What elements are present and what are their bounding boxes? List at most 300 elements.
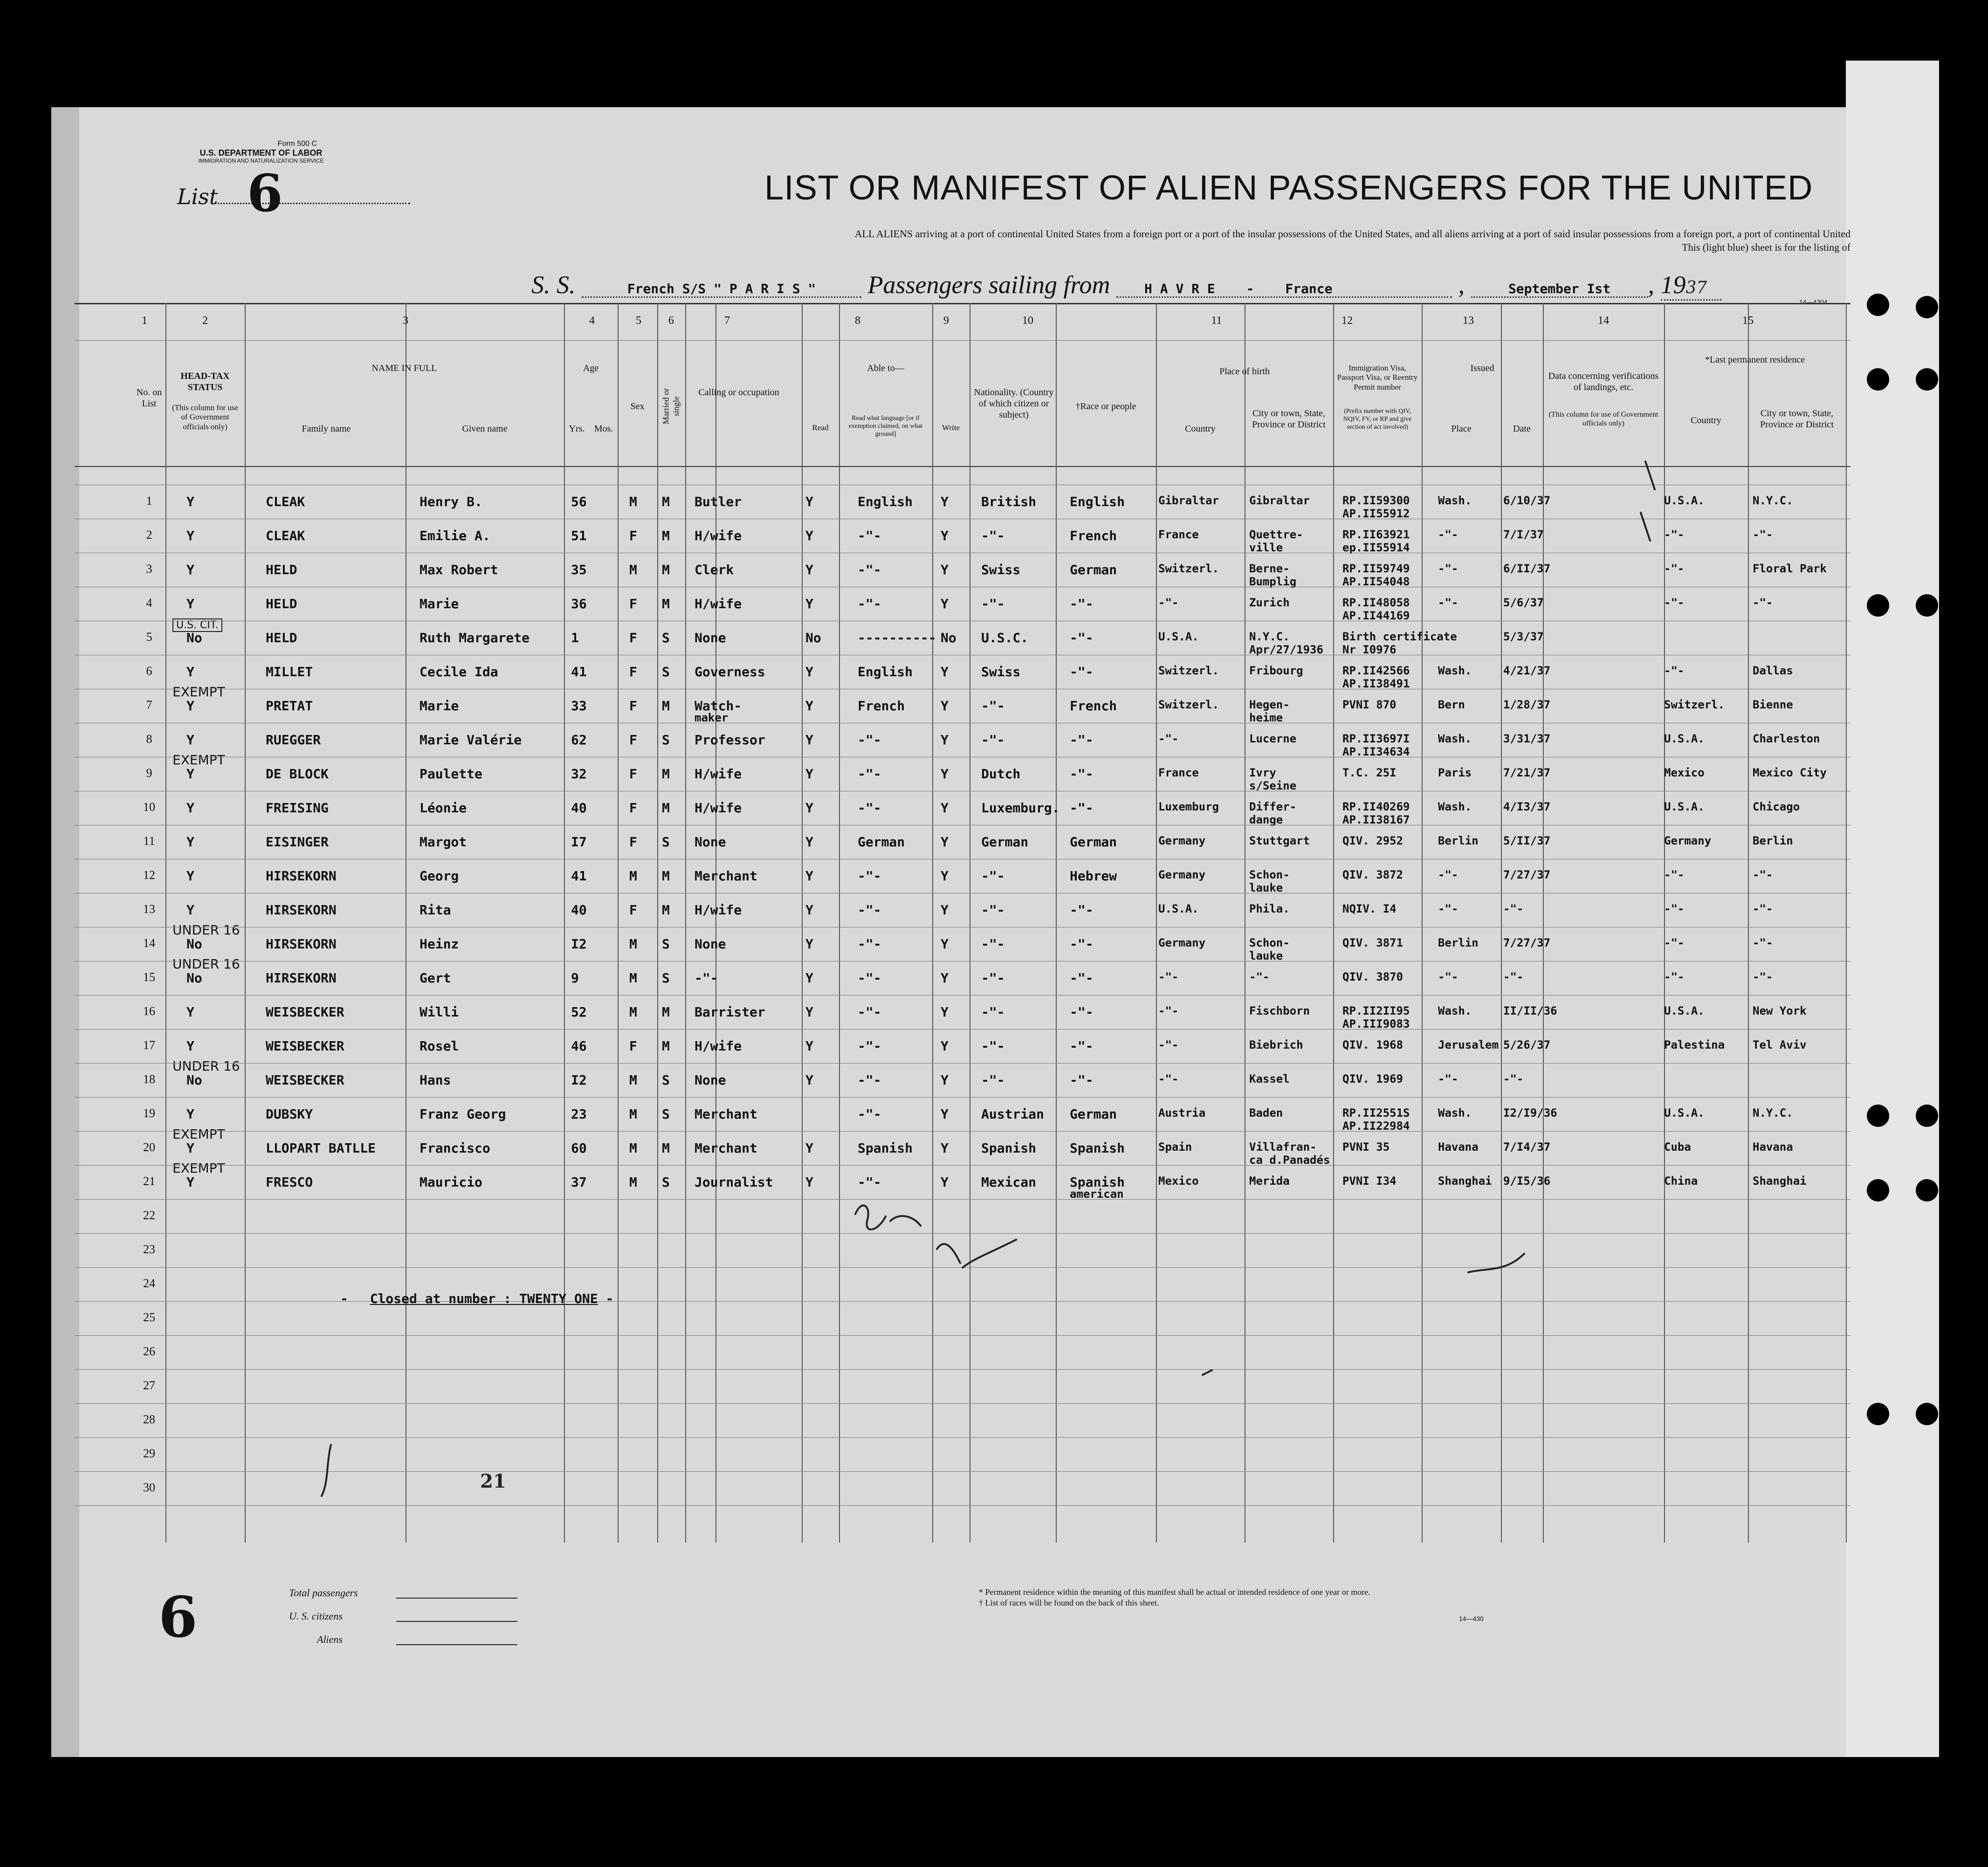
sailing-date: September Ist bbox=[1471, 281, 1648, 298]
status-stamp bbox=[172, 956, 240, 972]
cell-city2: lauke bbox=[1249, 949, 1283, 962]
cell-ms: M bbox=[662, 494, 670, 509]
col-number-rule bbox=[75, 340, 1850, 341]
cell-date: 7/27/37 bbox=[1503, 936, 1551, 949]
stamp-text: EXEMPT bbox=[172, 1160, 225, 1176]
cell-nat: -"- bbox=[981, 732, 1005, 748]
cell-date: -"- bbox=[1503, 902, 1524, 915]
cell-rcity: -"- bbox=[1753, 596, 1773, 609]
cell-read: Y bbox=[805, 528, 813, 543]
port-country: France bbox=[1285, 281, 1333, 296]
cell-given: Georg bbox=[420, 868, 459, 884]
cell-given: Emilie A. bbox=[420, 528, 490, 543]
col-number: 6 bbox=[668, 315, 674, 327]
cell-date: 3/31/37 bbox=[1503, 732, 1551, 745]
cell-tax: Y bbox=[186, 1038, 194, 1054]
row-rule bbox=[75, 1097, 1850, 1098]
col-number: 7 bbox=[724, 315, 730, 327]
stamp-text: EXEMPT bbox=[172, 752, 225, 768]
cell-tax: Y bbox=[186, 1004, 194, 1020]
cell-place: Wash. bbox=[1438, 1106, 1472, 1119]
cell-rcity: -"- bbox=[1753, 868, 1773, 881]
form-number: Form 500 C bbox=[277, 140, 317, 148]
cell-tax: Y bbox=[186, 494, 194, 509]
hdr-name-in-full: NAME IN FULL bbox=[371, 363, 437, 373]
cell-rcountry: U.S.A. bbox=[1664, 732, 1705, 745]
hdr-place-of-birth: Place of birth bbox=[1219, 366, 1270, 377]
cell-visa: QIV. 2952 bbox=[1342, 834, 1403, 847]
cell-sex: F bbox=[629, 664, 637, 680]
cell-tax: No bbox=[186, 630, 202, 645]
cell-tax: Y bbox=[186, 562, 194, 577]
list-number: 6 bbox=[247, 163, 283, 223]
cell-rcity: Mexico City bbox=[1753, 766, 1827, 779]
cell-lang: -"- bbox=[858, 1174, 881, 1190]
col-number: 13 bbox=[1463, 315, 1474, 327]
total-passengers-line bbox=[396, 1598, 517, 1599]
cell-read: Y bbox=[805, 936, 813, 952]
cell-rcountry: Mexico bbox=[1664, 766, 1705, 779]
cell-calling: None bbox=[695, 630, 726, 645]
cell-yrs: 36 bbox=[571, 596, 587, 611]
cell-visa2: AP.II22984 bbox=[1342, 1119, 1410, 1133]
cell-place: Wash. bbox=[1438, 1004, 1472, 1017]
cell-read: Y bbox=[805, 868, 813, 884]
cell-nat: -"- bbox=[981, 902, 1005, 918]
cell-family: HELD bbox=[266, 562, 297, 577]
cell-nat: Swiss bbox=[981, 664, 1021, 680]
cell-city: Schon- bbox=[1249, 868, 1290, 881]
cell-tax: Y bbox=[186, 732, 194, 748]
cell-tax: Y bbox=[186, 1174, 194, 1190]
cell-rcity: Chicago bbox=[1753, 800, 1800, 813]
cell-city: Villafran- bbox=[1249, 1140, 1317, 1153]
row-number: 22 bbox=[143, 1208, 155, 1222]
cell-rcountry: -"- bbox=[1664, 664, 1685, 677]
cell-place: Wash. bbox=[1438, 494, 1472, 507]
row-rule bbox=[75, 1233, 1850, 1234]
status-stamp bbox=[172, 752, 225, 768]
cell-visa: PVNI 870 bbox=[1342, 698, 1396, 711]
cell-write: Y bbox=[941, 1140, 949, 1156]
cell-nat: Dutch bbox=[981, 766, 1021, 782]
cell-country: -"- bbox=[1158, 732, 1179, 745]
us-citizens-line bbox=[396, 1621, 517, 1622]
cell-visa2: AP.II54048 bbox=[1342, 575, 1410, 588]
cell-ms: S bbox=[662, 936, 670, 952]
cell-visa: QIV. 3871 bbox=[1342, 936, 1403, 949]
cell-sex: M bbox=[629, 1174, 637, 1190]
cell-write: Y bbox=[941, 562, 949, 577]
year-field bbox=[1661, 270, 1721, 301]
col-number: 12 bbox=[1341, 315, 1353, 327]
cell-place: Shanghai bbox=[1438, 1174, 1492, 1187]
form-code-bottom: 14—430 bbox=[1459, 1615, 1484, 1622]
cell-ms: S bbox=[662, 1106, 670, 1122]
cell-given: Margot bbox=[420, 834, 467, 850]
cell-calling: Barrister bbox=[695, 1004, 765, 1020]
cell-visa: NQIV. I4 bbox=[1342, 902, 1396, 915]
row-rule bbox=[75, 1029, 1850, 1030]
cell-lang: French bbox=[858, 698, 905, 714]
cell-sex: M bbox=[629, 970, 637, 986]
stamp-text: UNDER 16 bbox=[172, 1058, 240, 1074]
hdr-visa: Immigration Visa, Passport Visa, or Reentry Permit number bbox=[1337, 364, 1418, 391]
col-number: 4 bbox=[589, 315, 595, 327]
cell-write: Y bbox=[941, 664, 949, 680]
cell-read: Y bbox=[805, 902, 813, 918]
cell-read: No bbox=[805, 630, 821, 645]
cell-family: MILLET bbox=[266, 664, 313, 680]
cell-given: Marie bbox=[420, 596, 459, 611]
cell-ms: M bbox=[662, 1004, 670, 1020]
cell-read: Y bbox=[805, 1004, 813, 1020]
cell-write: Y bbox=[941, 1038, 949, 1054]
cell-given: Heinz bbox=[420, 936, 459, 952]
cell-city: Biebrich bbox=[1249, 1038, 1303, 1051]
col-divider bbox=[839, 303, 840, 1543]
hdr-married: Married or single bbox=[661, 388, 681, 425]
cell-place: -"- bbox=[1438, 970, 1458, 983]
cell-nat: -"- bbox=[981, 528, 1005, 543]
cell-rcity: Charleston bbox=[1753, 732, 1820, 745]
row-number: 18 bbox=[143, 1072, 155, 1086]
subtitle bbox=[433, 227, 1850, 254]
cell-lang: -"- bbox=[858, 936, 881, 952]
cell-tax: Y bbox=[186, 1106, 194, 1122]
cell-place: Bern bbox=[1438, 698, 1465, 711]
comma-2: , bbox=[1648, 271, 1655, 299]
cell-rcountry: U.S.A. bbox=[1664, 1106, 1705, 1119]
col-number: 11 bbox=[1211, 315, 1222, 327]
tally-number: 21 bbox=[480, 1470, 506, 1492]
cell-date: 9/I5/36 bbox=[1503, 1174, 1551, 1187]
row-rule bbox=[75, 1403, 1850, 1404]
cell-race: -"- bbox=[1070, 630, 1094, 645]
cell-place: Wash. bbox=[1438, 800, 1472, 813]
col-number: 14 bbox=[1598, 315, 1609, 327]
list-label: List bbox=[177, 184, 218, 209]
cell-city: N.Y.C. bbox=[1249, 630, 1290, 643]
cell-family: HIRSEKORN bbox=[266, 936, 337, 952]
cell-country: -"- bbox=[1158, 1004, 1179, 1017]
cell-place: -"- bbox=[1438, 902, 1458, 915]
row-rule bbox=[75, 1437, 1850, 1438]
footer-list-number: 6 bbox=[158, 1585, 198, 1650]
cell-city: Phila. bbox=[1249, 902, 1290, 915]
cell-ms: S bbox=[662, 970, 670, 986]
cell-yrs: 1 bbox=[571, 630, 579, 645]
cell-date: 6/II/37 bbox=[1503, 562, 1551, 575]
cell-family: CLEAK bbox=[266, 528, 305, 543]
cell-write: Y bbox=[941, 766, 949, 782]
cell-calling: None bbox=[695, 1072, 726, 1088]
row-number: 21 bbox=[143, 1174, 155, 1188]
cell-given: Rosel bbox=[420, 1038, 459, 1054]
cell-visa: QIV. 1969 bbox=[1342, 1072, 1403, 1085]
row-number: 8 bbox=[146, 732, 152, 746]
row-rule bbox=[75, 1267, 1850, 1268]
cell-place: Wash. bbox=[1438, 732, 1472, 745]
cell-yrs: 62 bbox=[571, 732, 587, 748]
cell-nat: U.S.C. bbox=[981, 630, 1029, 645]
cell-visa: RP.II2II95 bbox=[1342, 1004, 1410, 1017]
cell-rcity: -"- bbox=[1753, 936, 1773, 949]
cell-family: EISINGER bbox=[266, 834, 329, 850]
stamp-text: EXEMPT bbox=[172, 1126, 225, 1142]
hdr-birth-country: Country bbox=[1185, 424, 1216, 434]
cell-place: -"- bbox=[1438, 528, 1458, 541]
cell-date: -"- bbox=[1503, 1072, 1524, 1085]
row-number: 7 bbox=[146, 698, 152, 712]
cell-rcity: -"- bbox=[1753, 902, 1773, 915]
cell-visa: QIV. 3870 bbox=[1342, 970, 1403, 983]
closed-note bbox=[340, 1291, 613, 1306]
cell-family: HELD bbox=[266, 596, 297, 611]
cell-visa2: AP.II55912 bbox=[1342, 507, 1410, 520]
cell-city2: dange bbox=[1249, 813, 1283, 826]
col-divider bbox=[1501, 303, 1502, 1543]
cell-race: German bbox=[1070, 1106, 1117, 1122]
cell-rcountry: U.S.A. bbox=[1664, 800, 1705, 813]
cell-yrs: 9 bbox=[571, 970, 579, 986]
cell-lang: -"- bbox=[858, 528, 881, 543]
cell-family: WEISBECKER bbox=[266, 1004, 344, 1020]
cell-calling: Merchant bbox=[695, 1140, 757, 1156]
cell-rcountry: Switzerl. bbox=[1664, 698, 1725, 711]
cell-lang: English bbox=[858, 664, 913, 680]
cell-yrs: 46 bbox=[571, 1038, 587, 1054]
cell-visa2: AP.II44169 bbox=[1342, 609, 1410, 622]
cell-write: No bbox=[941, 630, 956, 645]
cell-rcity: Havana bbox=[1753, 1140, 1793, 1153]
cell-given: Francisco bbox=[420, 1140, 490, 1156]
punch-hole bbox=[1916, 296, 1938, 318]
row-rule bbox=[75, 1471, 1850, 1472]
cell-race: -"- bbox=[1070, 766, 1094, 782]
row-number: 14 bbox=[143, 936, 155, 950]
cell-nat: -"- bbox=[981, 936, 1005, 952]
cell-calling: Merchant bbox=[695, 868, 757, 884]
cell-write: Y bbox=[941, 494, 949, 509]
footnote-residence: * Permanent residence within the meaning of this manifest shall be actual or intended residence of one year or more. bbox=[979, 1587, 1370, 1597]
row-number: 27 bbox=[143, 1379, 155, 1392]
cell-race2: american bbox=[1070, 1187, 1124, 1201]
cell-yrs: I2 bbox=[571, 1072, 587, 1088]
cell-given: Cecile Ida bbox=[420, 664, 498, 680]
cell-ms: S bbox=[662, 732, 670, 748]
cell-given: Willi bbox=[420, 1004, 459, 1020]
cell-rcity: -"- bbox=[1753, 528, 1773, 541]
hdr-mos: Mos. bbox=[594, 424, 613, 434]
punch-hole bbox=[1867, 594, 1889, 617]
col-number: 9 bbox=[943, 315, 949, 327]
cell-date: 7/I4/37 bbox=[1503, 1140, 1551, 1153]
cell-visa: RP.II48058 bbox=[1342, 596, 1410, 609]
stamp-text: U.S. CIT. bbox=[172, 618, 222, 632]
cell-sex: F bbox=[629, 902, 637, 918]
cell-calling: H/wife bbox=[695, 800, 742, 816]
cell-city: Lucerne bbox=[1249, 732, 1297, 745]
col-number: 10 bbox=[1022, 315, 1033, 327]
cell-sex: F bbox=[629, 630, 637, 645]
row-number: 9 bbox=[146, 766, 152, 780]
cell-city: Quettre- bbox=[1249, 528, 1303, 541]
row-number: 24 bbox=[143, 1277, 155, 1290]
sailing-label: Passengers sailing from bbox=[867, 271, 1110, 299]
total-passengers-label: Total passengers bbox=[289, 1587, 358, 1599]
cell-calling: H/wife bbox=[695, 766, 742, 782]
row-rule bbox=[75, 1335, 1850, 1336]
cell-given: Max Robert bbox=[420, 562, 498, 577]
cell-visa: RP.II3697I bbox=[1342, 732, 1410, 745]
cell-date: 1/28/37 bbox=[1503, 698, 1551, 711]
cell-lang: -"- bbox=[858, 868, 881, 884]
cell-sex: F bbox=[629, 766, 637, 782]
cell-nat: German bbox=[981, 834, 1029, 850]
cell-date: 5/3/37 bbox=[1503, 630, 1544, 643]
cell-ms: S bbox=[662, 664, 670, 680]
hdr-res-country: Country bbox=[1691, 415, 1721, 426]
cell-rcountry: -"- bbox=[1664, 562, 1685, 575]
cell-date: 6/10/37 bbox=[1503, 494, 1551, 507]
cell-rcountry: -"- bbox=[1664, 970, 1685, 983]
cell-lang: Spanish bbox=[858, 1140, 913, 1156]
row-number: 19 bbox=[143, 1106, 155, 1120]
cell-visa: PVNI I34 bbox=[1342, 1174, 1396, 1187]
cell-tax: Y bbox=[186, 596, 194, 611]
cell-race: Spanish bbox=[1070, 1174, 1125, 1190]
cell-given: Franz Georg bbox=[420, 1106, 506, 1122]
cell-place: Paris bbox=[1438, 766, 1472, 779]
cell-ms: S bbox=[662, 630, 670, 645]
ss-label: S. S. bbox=[531, 271, 576, 299]
hdr-head-tax: HEAD-TAX STATUS bbox=[180, 371, 230, 392]
cell-city: Fribourg bbox=[1249, 664, 1303, 677]
hdr-able-to: Able to— bbox=[867, 363, 904, 373]
row-rule bbox=[75, 1063, 1850, 1064]
col-divider bbox=[1664, 303, 1665, 1543]
cell-read: Y bbox=[805, 664, 813, 680]
punch-hole bbox=[1867, 368, 1889, 391]
cell-sex: F bbox=[629, 528, 637, 543]
cell-place: -"- bbox=[1438, 1072, 1458, 1085]
cell-write: Y bbox=[941, 800, 949, 816]
cell-lang: ---------- bbox=[858, 630, 936, 645]
cell-nat: -"- bbox=[981, 596, 1005, 611]
cell-rcity: N.Y.C. bbox=[1753, 1106, 1793, 1119]
cell-date: 5/26/37 bbox=[1503, 1038, 1551, 1051]
cell-sex: F bbox=[629, 834, 637, 850]
cell-sex: M bbox=[629, 1004, 637, 1020]
hdr-no-on-list: No. on List bbox=[136, 387, 162, 409]
cell-read: Y bbox=[805, 1038, 813, 1054]
cell-given: Ruth Margarete bbox=[420, 630, 530, 645]
col-number: 5 bbox=[636, 315, 641, 327]
cell-race: -"- bbox=[1070, 664, 1094, 680]
cell-date: 5/6/37 bbox=[1503, 596, 1544, 609]
row-number: 15 bbox=[143, 970, 155, 984]
cell-given: Mauricio bbox=[420, 1174, 482, 1190]
cell-rcountry: -"- bbox=[1664, 528, 1685, 541]
cell-yrs: 60 bbox=[571, 1140, 587, 1156]
cell-ms: M bbox=[662, 1038, 670, 1054]
service: IMMIGRATION AND NATURALIZATION SERVICE bbox=[198, 158, 324, 165]
cell-nat: -"- bbox=[981, 1038, 1005, 1054]
cell-lang: -"- bbox=[858, 562, 881, 577]
cell-nat: Spanish bbox=[981, 1140, 1037, 1156]
page-title: LIST OR MANIFEST OF ALIEN PASSENGERS FOR THE UNITED bbox=[764, 168, 1813, 207]
cell-country: Mexico bbox=[1158, 1174, 1199, 1187]
cell-ms: M bbox=[662, 1140, 670, 1156]
cell-write: Y bbox=[941, 1106, 949, 1122]
cell-yrs: 52 bbox=[571, 1004, 587, 1020]
cell-read: Y bbox=[805, 1174, 813, 1190]
row-number: 2 bbox=[146, 528, 152, 542]
cell-visa: QIV. 1968 bbox=[1342, 1038, 1403, 1051]
cell-race: English bbox=[1070, 494, 1125, 509]
hdr-read-lang: Read what language [or if exemption claimed, on what ground] bbox=[848, 415, 923, 438]
cell-rcity: Tel Aviv bbox=[1753, 1038, 1807, 1051]
row-number: 29 bbox=[143, 1447, 155, 1460]
cell-visa2: ep.II55914 bbox=[1342, 541, 1410, 554]
cell-yrs: I2 bbox=[571, 936, 587, 952]
row-rule bbox=[75, 1131, 1850, 1132]
cell-yrs: I7 bbox=[571, 834, 587, 850]
cell-date: 7/21/37 bbox=[1503, 766, 1551, 779]
row-number: 23 bbox=[143, 1242, 155, 1256]
cell-lang: -"- bbox=[858, 596, 881, 611]
cell-country: France bbox=[1158, 766, 1199, 779]
col-divider bbox=[685, 303, 686, 1543]
cell-place: -"- bbox=[1438, 562, 1458, 575]
cell-yrs: 35 bbox=[571, 562, 587, 577]
cell-tax: No bbox=[186, 936, 202, 952]
cell-calling: -"- bbox=[695, 970, 718, 986]
cell-yrs: 37 bbox=[571, 1174, 587, 1190]
cell-tax: No bbox=[186, 1072, 202, 1088]
cell-lang: -"- bbox=[858, 800, 881, 816]
punch-hole bbox=[1867, 294, 1889, 316]
cell-ms: M bbox=[662, 528, 670, 543]
aliens-line bbox=[396, 1644, 517, 1645]
cell-lang: -"- bbox=[858, 1004, 881, 1020]
cell-calling: None bbox=[695, 834, 726, 850]
cell-lang: German bbox=[858, 834, 905, 850]
cell-rcity: Berlin bbox=[1753, 834, 1793, 847]
footnotes bbox=[979, 1587, 1370, 1609]
cell-place: Berlin bbox=[1438, 834, 1479, 847]
department: U.S. DEPARTMENT OF LABOR bbox=[199, 148, 323, 158]
cell-date: -"- bbox=[1503, 970, 1524, 983]
col-number: 15 bbox=[1742, 315, 1754, 327]
cell-lang: -"- bbox=[858, 1038, 881, 1054]
manifest-table bbox=[75, 303, 1850, 1543]
cell-calling: Butler bbox=[695, 494, 742, 509]
cell-yrs: 51 bbox=[571, 528, 587, 543]
hdr-read: Read bbox=[812, 423, 829, 432]
hdr-race: †Race or people bbox=[1075, 401, 1136, 412]
cell-city: Fischborn bbox=[1249, 1004, 1310, 1017]
table-top-rule bbox=[75, 303, 1850, 304]
cell-race: French bbox=[1070, 698, 1117, 714]
hdr-issued-place: Place bbox=[1451, 424, 1472, 434]
hdr-age: Age bbox=[583, 363, 599, 373]
cell-family: HIRSEKORN bbox=[266, 902, 337, 918]
cell-race: -"- bbox=[1070, 596, 1094, 611]
cell-country: Austria bbox=[1158, 1106, 1206, 1119]
cell-race: Spanish bbox=[1070, 1140, 1125, 1156]
